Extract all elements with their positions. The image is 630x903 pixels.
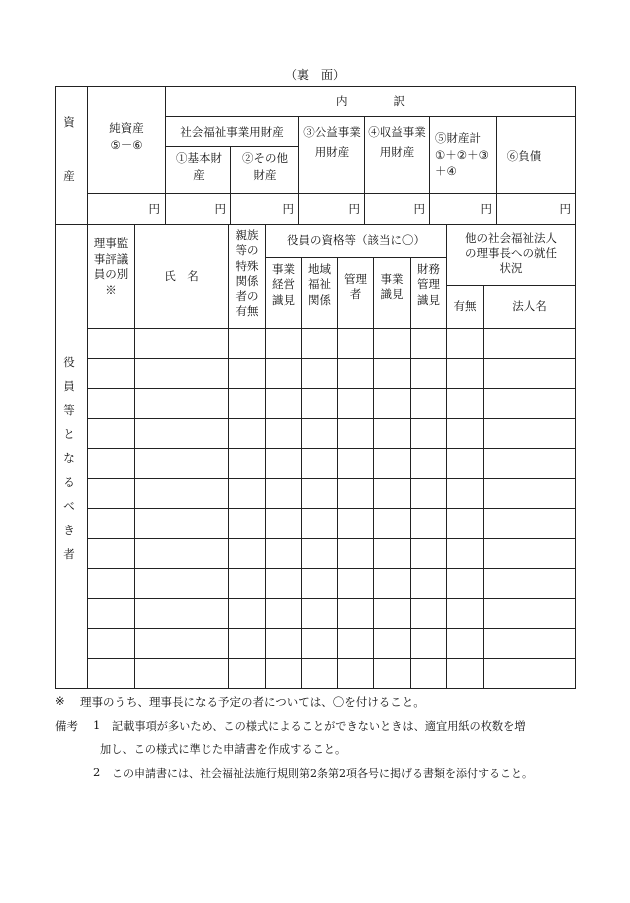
basic-assets-header: ①基本財産 bbox=[176, 151, 222, 182]
officer-cell-corp-name[interactable] bbox=[484, 359, 575, 388]
officer-cell-qual-4[interactable] bbox=[411, 419, 446, 448]
officer-cell-name[interactable] bbox=[135, 629, 228, 658]
officer-cell-qual-2[interactable] bbox=[338, 389, 373, 418]
officer-cell-presence[interactable] bbox=[447, 479, 483, 508]
officer-cell-qual-4[interactable] bbox=[411, 449, 446, 478]
presence-header: 有無 bbox=[453, 299, 477, 313]
yen-unit-net-assets: 円 bbox=[148, 202, 160, 216]
officer-cell-relatives[interactable] bbox=[229, 419, 265, 448]
officer-cell-qual-3[interactable] bbox=[374, 389, 410, 418]
officer-cell-qual-0[interactable] bbox=[266, 659, 301, 688]
revenue-assets-header: ④収益事業用財産 bbox=[368, 125, 426, 160]
officer-cell-qual-4[interactable] bbox=[411, 659, 446, 688]
officer-cell-qual-0[interactable] bbox=[266, 509, 301, 538]
officer-cell-qual-4[interactable] bbox=[411, 569, 446, 598]
officer-cell-relatives[interactable] bbox=[229, 479, 265, 508]
officer-cell-role[interactable] bbox=[88, 569, 134, 598]
officer-cell-qual-3[interactable] bbox=[374, 659, 410, 688]
officer-cell-role[interactable] bbox=[88, 509, 134, 538]
officer-cell-qual-3[interactable] bbox=[374, 539, 410, 568]
officer-cell-role[interactable] bbox=[88, 539, 134, 568]
officers-section-char: 役 bbox=[63, 355, 75, 369]
officer-cell-qual-1[interactable] bbox=[302, 389, 337, 418]
qualification-3 bbox=[374, 272, 410, 303]
total-assets-header bbox=[433, 130, 493, 180]
officer-cell-qual-2[interactable] bbox=[338, 659, 373, 688]
officer-cell-qual-1[interactable] bbox=[302, 629, 337, 658]
officers-section-char: 等 bbox=[63, 403, 75, 417]
officer-cell-name[interactable] bbox=[135, 329, 228, 358]
officer-cell-qual-4[interactable] bbox=[411, 539, 446, 568]
officer-cell-qual-3[interactable] bbox=[374, 419, 410, 448]
officer-cell-qual-1[interactable] bbox=[302, 569, 337, 598]
officer-cell-qual-2[interactable] bbox=[338, 509, 373, 538]
officer-cell-qual-0[interactable] bbox=[266, 539, 301, 568]
officer-cell-role[interactable] bbox=[88, 659, 134, 688]
remark-2-text: この申請書には、社会福祉法施行規則第2条第2項各号に掲げる書類を添付すること。 bbox=[112, 767, 533, 780]
officer-cell-qual-2[interactable] bbox=[338, 479, 373, 508]
officer-cell-relatives[interactable] bbox=[229, 659, 265, 688]
officer-cell-qual-4[interactable] bbox=[411, 359, 446, 388]
officer-cell-corp-name[interactable] bbox=[484, 659, 575, 688]
officer-cell-name[interactable] bbox=[135, 509, 228, 538]
officer-cell-presence[interactable] bbox=[447, 569, 483, 598]
officer-cell-corp-name[interactable] bbox=[484, 479, 575, 508]
yen-unit-liabilities: 円 bbox=[559, 202, 571, 216]
officer-cell-qual-2[interactable] bbox=[338, 599, 373, 628]
public-interest-assets-header: ③公益事業用財産 bbox=[303, 125, 361, 160]
officer-cell-qual-1[interactable] bbox=[302, 479, 337, 508]
officer-cell-presence[interactable] bbox=[447, 419, 483, 448]
assets-section-label: 資 産 bbox=[63, 115, 75, 183]
officer-cell-role[interactable] bbox=[88, 389, 134, 418]
qualification-4-text: 財務管理識見 bbox=[417, 262, 440, 307]
officer-cell-presence[interactable] bbox=[447, 389, 483, 418]
officer-cell-qual-0[interactable] bbox=[266, 599, 301, 628]
yen-unit-other: 円 bbox=[282, 202, 294, 216]
name-header: 氏 名 bbox=[164, 269, 199, 283]
officers-section-char: き bbox=[63, 523, 75, 537]
qualification-2 bbox=[338, 272, 373, 303]
asterisk-note: 理事のうち、理事長になる予定の者については、〇を付けること。 bbox=[80, 695, 425, 709]
page-title: （裏 面） bbox=[284, 68, 345, 82]
officer-cell-relatives[interactable] bbox=[229, 359, 265, 388]
officer-cell-presence[interactable] bbox=[447, 539, 483, 568]
net-assets-formula: ⑤－⑥ bbox=[110, 137, 143, 152]
officer-cell-name[interactable] bbox=[135, 449, 228, 478]
officer-cell-qual-3[interactable] bbox=[374, 599, 410, 628]
qualification-1-text: 地域福祉関係 bbox=[308, 262, 331, 307]
officer-cell-corp-name[interactable] bbox=[484, 539, 575, 568]
officer-cell-presence[interactable] bbox=[447, 359, 483, 388]
other-assets-header: ②その他財産 bbox=[242, 151, 288, 182]
officer-cell-qual-1[interactable] bbox=[302, 509, 337, 538]
officers-section-char: 者 bbox=[63, 547, 75, 561]
officer-cell-qual-1[interactable] bbox=[302, 449, 337, 478]
officer-cell-qual-1[interactable] bbox=[302, 659, 337, 688]
officer-cell-qual-4[interactable] bbox=[411, 479, 446, 508]
total-assets-label: ⑤財産計 bbox=[435, 131, 481, 145]
officer-cell-qual-4[interactable] bbox=[411, 629, 446, 658]
officer-cell-presence[interactable] bbox=[447, 599, 483, 628]
qualification-1 bbox=[302, 262, 337, 308]
officer-cell-qual-0[interactable] bbox=[266, 569, 301, 598]
officer-cell-relatives[interactable] bbox=[229, 629, 265, 658]
officer-cell-qual-0[interactable] bbox=[266, 479, 301, 508]
officers-section-label bbox=[59, 350, 79, 566]
officer-cell-corp-name[interactable] bbox=[484, 569, 575, 598]
officer-cell-qual-2[interactable] bbox=[338, 419, 373, 448]
officer-cell-qual-0[interactable] bbox=[266, 629, 301, 658]
qualification-header: 役員の資格等（該当に〇） bbox=[287, 233, 425, 247]
officer-cell-name[interactable] bbox=[135, 419, 228, 448]
officer-cell-qual-3[interactable] bbox=[374, 569, 410, 598]
officer-cell-presence[interactable] bbox=[447, 449, 483, 478]
officer-cell-role[interactable] bbox=[88, 449, 134, 478]
officer-cell-qual-1[interactable] bbox=[302, 419, 337, 448]
other-corp-header-text: 他の社会福祉法人の理事長への就任状況 bbox=[465, 231, 557, 275]
remark-2-number: 2 bbox=[93, 765, 101, 779]
officer-cell-presence[interactable] bbox=[447, 659, 483, 688]
officer-cell-presence[interactable] bbox=[447, 509, 483, 538]
officer-cell-qual-3[interactable] bbox=[374, 329, 410, 358]
officer-cell-qual-3[interactable] bbox=[374, 449, 410, 478]
officer-cell-name[interactable] bbox=[135, 569, 228, 598]
corp-name-header: 法人名 bbox=[512, 299, 547, 313]
officer-cell-relatives[interactable] bbox=[229, 449, 265, 478]
officer-cell-relatives[interactable] bbox=[229, 539, 265, 568]
officers-section-char: べ bbox=[63, 499, 75, 513]
officer-cell-qual-0[interactable] bbox=[266, 419, 301, 448]
officer-cell-relatives[interactable] bbox=[229, 509, 265, 538]
social-welfare-header: 社会福祉事業用財産 bbox=[180, 125, 284, 139]
yen-unit-public: 円 bbox=[348, 202, 360, 216]
officers-section-char: る bbox=[63, 475, 75, 489]
remark-1-number: 1 bbox=[93, 718, 101, 732]
officer-cell-corp-name[interactable] bbox=[484, 629, 575, 658]
officer-cell-qual-4[interactable] bbox=[411, 329, 446, 358]
officer-cell-corp-name[interactable] bbox=[484, 389, 575, 418]
remark-1-line-2: 加し、この様式に準じた申請書を作成すること。 bbox=[100, 743, 347, 756]
officer-cell-qual-2[interactable] bbox=[338, 629, 373, 658]
officer-cell-presence[interactable] bbox=[447, 329, 483, 358]
officers-section-char: と bbox=[63, 427, 75, 441]
officer-cell-qual-4[interactable] bbox=[411, 599, 446, 628]
officer-cell-relatives[interactable] bbox=[229, 389, 265, 418]
officer-cell-presence[interactable] bbox=[447, 629, 483, 658]
yen-unit-basic: 円 bbox=[214, 202, 226, 216]
officer-cell-role[interactable] bbox=[88, 599, 134, 628]
officer-cell-role[interactable] bbox=[88, 479, 134, 508]
officer-cell-qual-3[interactable] bbox=[374, 359, 410, 388]
officer-cell-qual-2[interactable] bbox=[338, 359, 373, 388]
remarks-label: 備考 bbox=[55, 719, 78, 733]
qualification-0-text: 事業経営識見 bbox=[272, 262, 295, 307]
officers-section-char: 員 bbox=[63, 379, 75, 393]
officer-cell-qual-1[interactable] bbox=[302, 359, 337, 388]
officer-cell-name[interactable] bbox=[135, 539, 228, 568]
officer-cell-name[interactable] bbox=[135, 359, 228, 388]
officer-cell-qual-0[interactable] bbox=[266, 359, 301, 388]
yen-unit-revenue: 円 bbox=[413, 202, 425, 216]
officer-cell-qual-2[interactable] bbox=[338, 329, 373, 358]
liabilities-header: ⑥負債 bbox=[506, 149, 542, 163]
officer-cell-qual-1[interactable] bbox=[302, 329, 337, 358]
other-corp-header bbox=[447, 231, 575, 276]
officer-cell-corp-name[interactable] bbox=[484, 329, 575, 358]
officer-cell-corp-name[interactable] bbox=[484, 599, 575, 628]
qualification-2-text: 管理者 bbox=[344, 272, 367, 302]
officer-cell-relatives[interactable] bbox=[229, 329, 265, 358]
qualification-3-text: 事業識見 bbox=[380, 272, 404, 302]
officer-cell-qual-1[interactable] bbox=[302, 539, 337, 568]
officer-cell-corp-name[interactable] bbox=[484, 509, 575, 538]
officer-cell-qual-2[interactable] bbox=[338, 449, 373, 478]
officer-cell-name[interactable] bbox=[135, 479, 228, 508]
officer-cell-role[interactable] bbox=[88, 419, 134, 448]
remark-1-line-1: 記載事項が多いため、この様式によることができないときは、適宜用紙の枚数を増 bbox=[112, 720, 526, 733]
officer-cell-qual-0[interactable] bbox=[266, 449, 301, 478]
officer-cell-relatives[interactable] bbox=[229, 569, 265, 598]
relatives-header-text: 親族等の特殊関係者の有無 bbox=[235, 228, 259, 319]
officer-cell-corp-name[interactable] bbox=[484, 449, 575, 478]
officer-cell-qual-1[interactable] bbox=[302, 599, 337, 628]
asterisk-mark: ※ bbox=[55, 694, 65, 708]
officer-cell-qual-0[interactable] bbox=[266, 389, 301, 418]
role-header bbox=[88, 236, 134, 298]
officer-cell-qual-2[interactable] bbox=[338, 539, 373, 568]
officer-cell-qual-4[interactable] bbox=[411, 389, 446, 418]
officer-cell-name[interactable] bbox=[135, 389, 228, 418]
net-assets-label: 純資産 bbox=[109, 121, 144, 135]
officer-cell-corp-name[interactable] bbox=[484, 419, 575, 448]
yen-unit-total: 円 bbox=[480, 202, 492, 216]
relatives-header bbox=[229, 228, 265, 320]
officer-cell-relatives[interactable] bbox=[229, 599, 265, 628]
officer-cell-qual-4[interactable] bbox=[411, 509, 446, 538]
officer-cell-role[interactable] bbox=[88, 359, 134, 388]
officer-cell-name[interactable] bbox=[135, 659, 228, 688]
officer-cell-qual-3[interactable] bbox=[374, 479, 410, 508]
officer-cell-qual-3[interactable] bbox=[374, 629, 410, 658]
officer-cell-qual-2[interactable] bbox=[338, 569, 373, 598]
net-assets-header bbox=[88, 120, 165, 153]
role-header-text: 理事監事評議員の別※ bbox=[93, 236, 129, 297]
qualification-4 bbox=[411, 262, 446, 308]
total-assets-formula: ①＋②＋③＋④ bbox=[435, 147, 489, 179]
qualification-0 bbox=[266, 262, 301, 308]
officer-cell-name[interactable] bbox=[135, 599, 228, 628]
officer-cell-qual-0[interactable] bbox=[266, 329, 301, 358]
officer-cell-role[interactable] bbox=[88, 629, 134, 658]
officer-cell-qual-3[interactable] bbox=[374, 509, 410, 538]
officers-section-char: な bbox=[63, 451, 75, 465]
breakdown-header: 内 訳 bbox=[336, 94, 405, 108]
officer-cell-role[interactable] bbox=[88, 329, 134, 358]
